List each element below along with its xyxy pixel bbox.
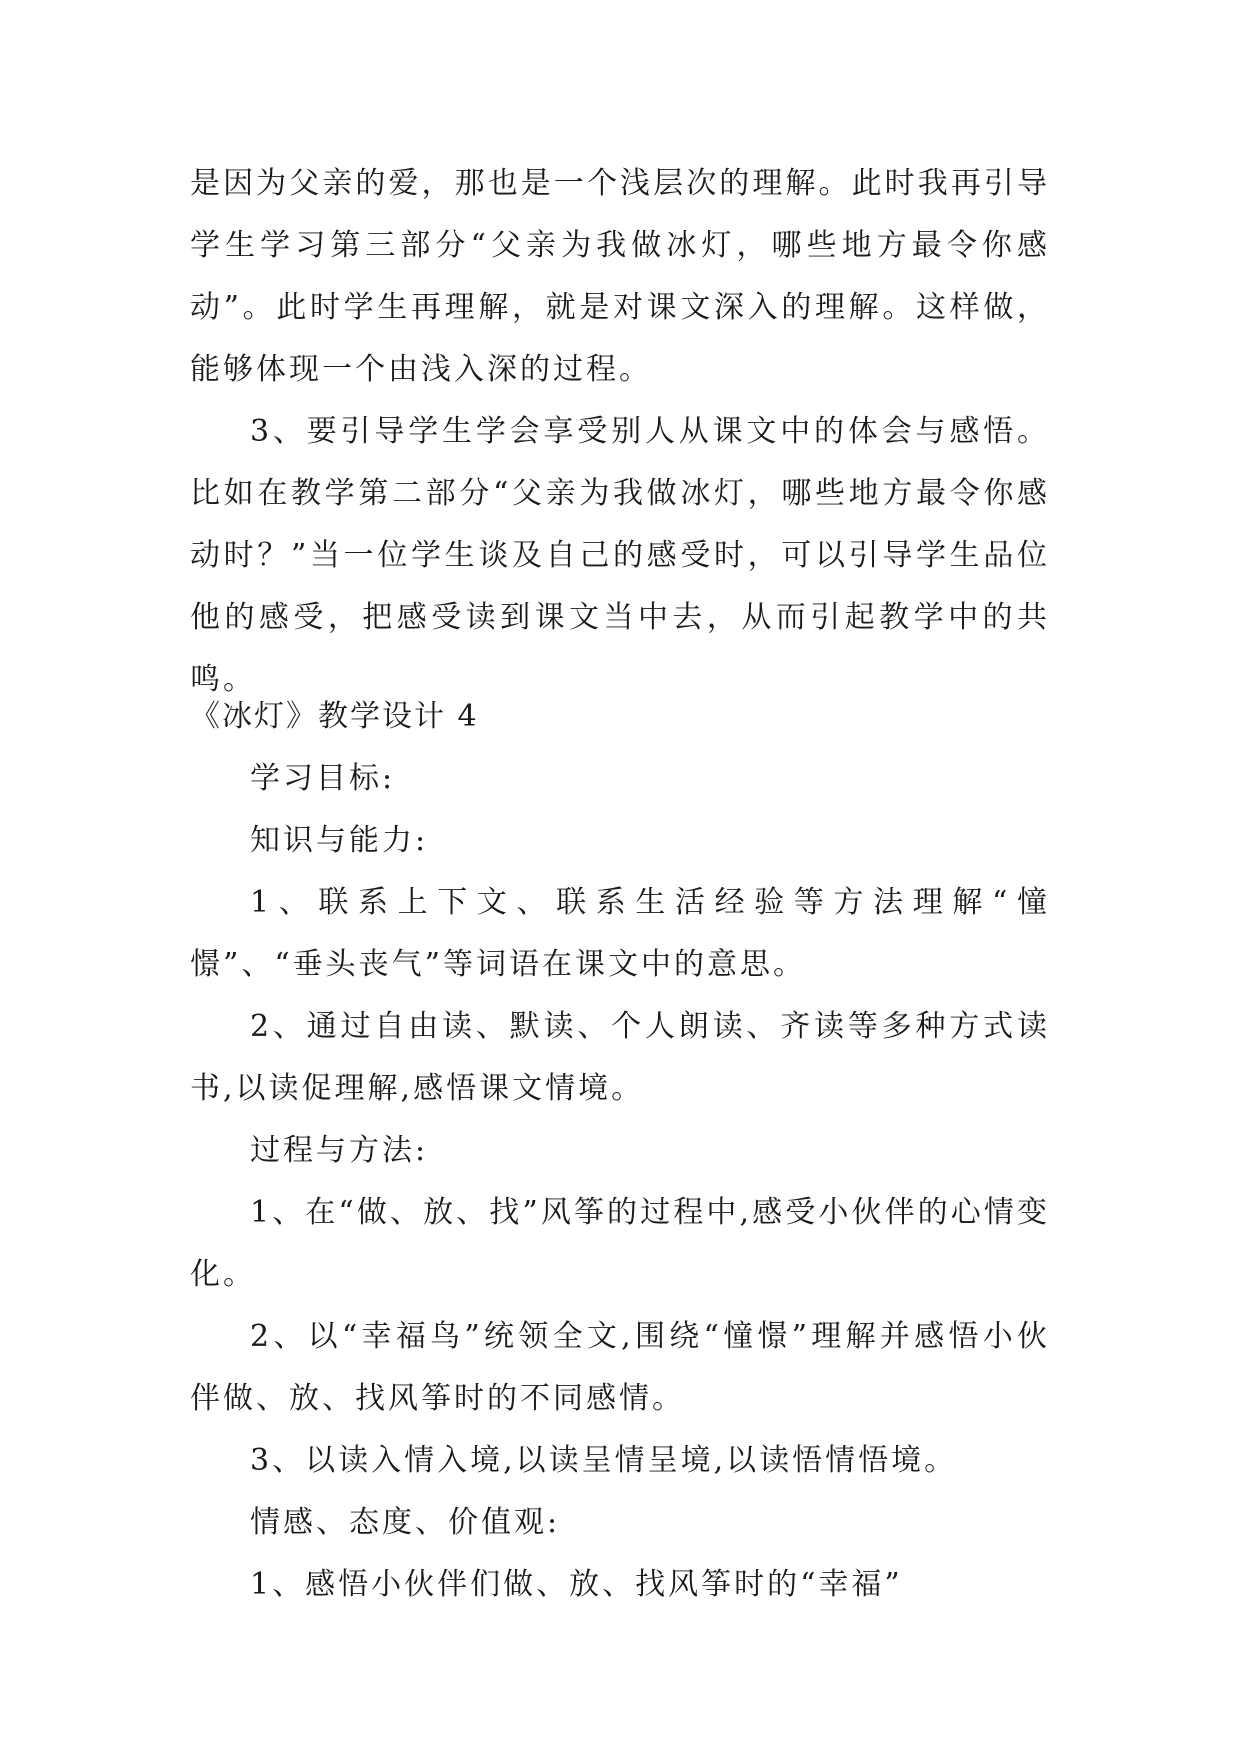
heading-process-method: 过程与方法:	[250, 1133, 429, 1168]
previous-section-body	[190, 153, 1050, 711]
paragraph-continuation: 是因为父亲的爱，那也是一个浅层次的理解。此时我再引导学生学习第三部分“父亲为我做冰灯，哪些地方最令你感动”。此时学生再理解，就是对课文深入的理解。这样做，能够体现一个由浅入深的过程。	[190, 166, 1050, 387]
heading-knowledge-ability: 知识与能力:	[250, 823, 429, 858]
paragraph-point-3: 3、要引导学生学会享受别人从课文中的体会与感悟。比如在教学第二部分“父亲为我做冰灯，哪些地方最令你感动时？”当一位学生谈及自己的感受时，可以引导学生品位他的感受，把感受读到课文当中去，从而引起教学中的共鸣。	[190, 414, 1050, 697]
heading-learning-goals: 学习目标:	[250, 761, 396, 796]
goal-emotion-1: 1、感悟小伙伴们做、放、找风筝时的“幸福”	[250, 1567, 903, 1602]
section-title: 《冰灯》教学设计 4	[190, 699, 479, 734]
goal-knowledge-1: 1、联系上下文、联系生活经验等方法理解“憧憬”、“垂头丧气”等词语在课文中的意思。	[190, 885, 1050, 982]
goal-process-1: 1、在“做、放、找”风筝的过程中,感受小伙伴的心情变化。	[190, 1195, 1050, 1292]
goal-process-2: 2、以“幸福鸟”统领全文,围绕“憧憬”理解并感悟小伙伴做、放、找风筝时的不同感情。	[190, 1319, 1050, 1416]
goal-knowledge-2: 2、通过自由读、默读、个人朗读、齐读等多种方式读书,以读促理解,感悟课文情境。	[190, 1009, 1050, 1106]
goal-process-3: 3、以读入情入境,以读呈情呈境,以读悟情悟境。	[250, 1443, 958, 1478]
section-4-body	[190, 748, 1050, 1616]
heading-emotion-attitude: 情感、态度、价值观:	[250, 1505, 561, 1540]
